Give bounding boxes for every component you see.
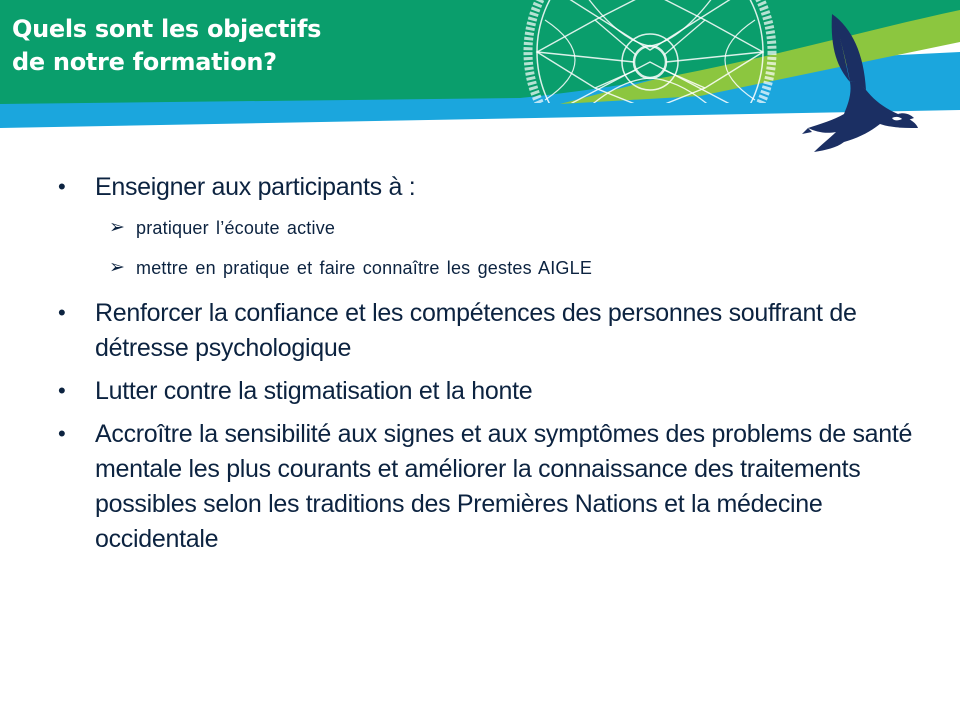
slide-title	[12, 13, 321, 79]
objective-text-1: Enseigner aux participants à :	[95, 173, 416, 201]
arrow-bullet-icon: ➢	[109, 217, 125, 238]
objective-sub-list	[95, 208, 918, 288]
objective-item-2	[58, 296, 918, 366]
slide-title-line-1: Quels sont les objectifs	[12, 15, 322, 43]
dreamcatcher-icon	[515, 0, 785, 112]
sub-item-text-1: pratiquer l’écoute active	[136, 218, 336, 238]
sub-item-text-2: mettre en pratique et faire connaître les gestes AIGLE	[136, 258, 593, 278]
arrow-bullet-icon: ➢	[109, 257, 125, 278]
objective-text-4: Accroître la sensibilité aux signes et aux symptômes des problems de santé mentale les plus courants et améliorer la connaissance des traitements possibles selon les traditions des Premières Nations et la médecine occidentale	[95, 420, 913, 553]
objective-item-3	[58, 374, 918, 409]
slide-title-line-2: de notre formation?	[12, 48, 277, 76]
objective-text-2: Renforcer la confiance et les compétences des personnes souffrant de détresse psychologique	[95, 299, 857, 362]
bullet-icon: •	[58, 378, 66, 403]
bullet-icon: •	[58, 174, 66, 199]
sub-item-2	[95, 248, 918, 288]
sub-item-1	[95, 208, 918, 248]
eagle-icon	[800, 10, 920, 152]
objective-item-1	[58, 170, 918, 288]
bullet-icon: •	[58, 300, 66, 325]
slide-content	[58, 170, 918, 565]
objective-text-3: Lutter contre la stigmatisation et la honte	[95, 377, 533, 405]
bullet-icon: •	[58, 421, 66, 446]
objective-item-4	[58, 417, 918, 557]
objectives-list	[58, 170, 918, 557]
